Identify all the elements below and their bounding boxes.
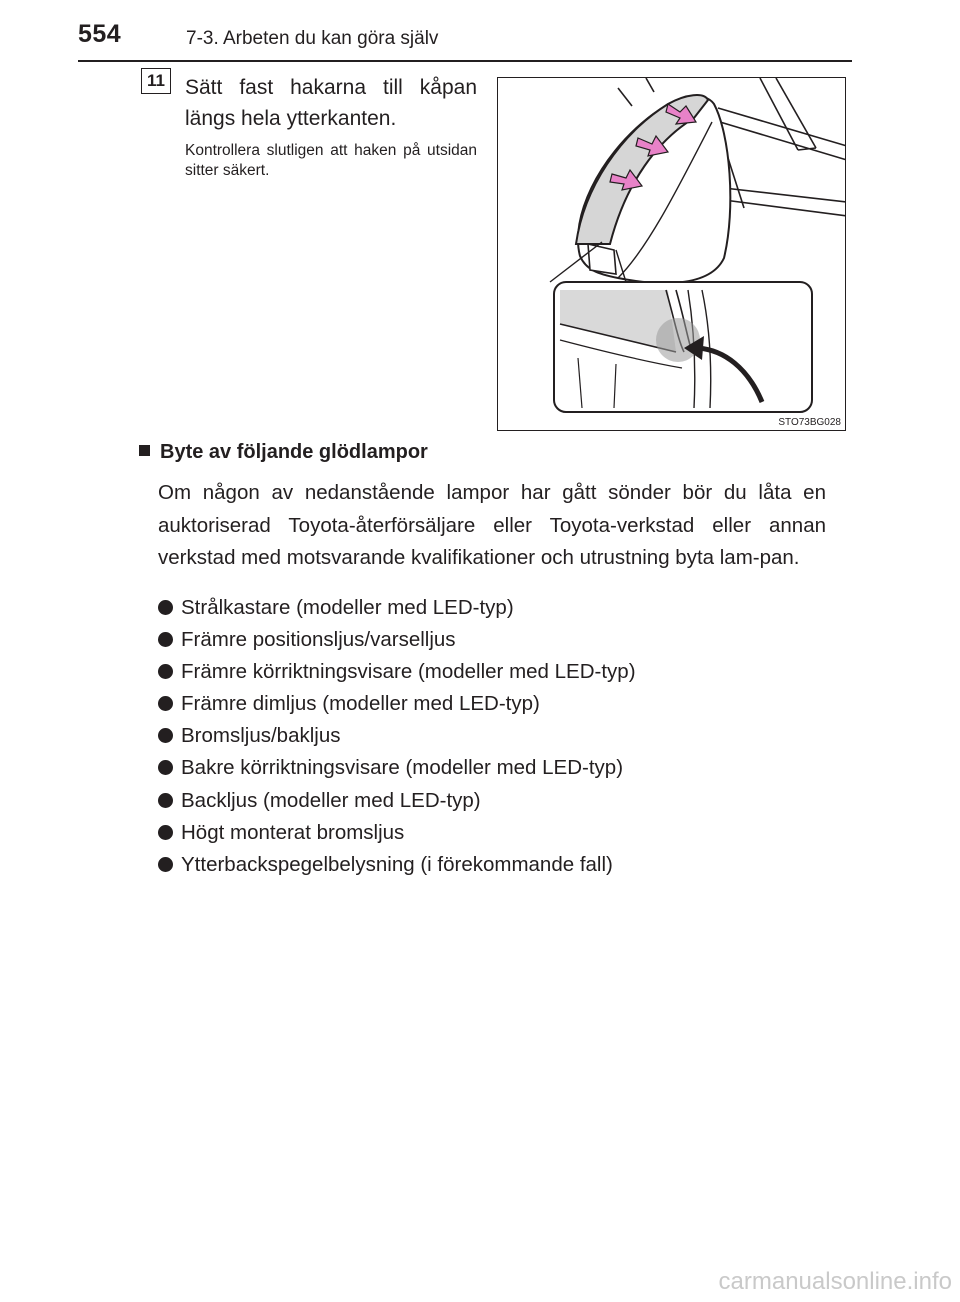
bullet-icon	[158, 728, 173, 743]
step-number-badge: 11	[141, 68, 171, 94]
bullet-icon	[158, 600, 173, 615]
section-heading	[139, 441, 428, 464]
bullet-icon	[158, 632, 173, 647]
figure-code: STO73BG028	[778, 417, 841, 428]
lamp-list	[158, 592, 636, 881]
mirror-cover-illustration	[497, 77, 846, 431]
list-item: Ytterbackspegelbelysning (i förekommande fall)	[158, 849, 636, 881]
bullet-icon	[158, 857, 173, 872]
list-item: Bromsljus/bakljus	[158, 720, 636, 752]
list-item: Bakre körriktningsvisare (modeller med LED-typ)	[158, 752, 636, 784]
list-item: Främre dimljus (modeller med LED-typ)	[158, 688, 636, 720]
step-note: Kontrollera slutligen att haken på utsidan sitter säkert.	[185, 142, 477, 179]
list-item: Främre positionsljus/varselljus	[158, 624, 636, 656]
list-item: Högt monterat bromsljus	[158, 817, 636, 849]
list-item: Backljus (modeller med LED-typ)	[158, 785, 636, 817]
list-item: Strålkastare (modeller med LED-typ)	[158, 592, 636, 624]
section-title: 7-3. Arbeten du kan göra själv	[186, 28, 439, 49]
list-item: Främre körriktningsvisare (modeller med LED-typ)	[158, 656, 636, 688]
page-number: 554	[78, 20, 122, 48]
watermark: carmanualsonline.info	[718, 1268, 952, 1295]
intro-paragraph: Om någon av nedanstående lampor har gått sönder bör du låta en auktoriserad Toyota-återförsäljare eller Toyota-verkstad eller annan verkstad med motsvarande kvalifikationer och utrustning byta lam-pan.	[158, 481, 826, 569]
bullet-icon	[158, 696, 173, 711]
bullet-icon	[158, 664, 173, 679]
header-rule	[78, 60, 852, 62]
step-instruction: Sätt fast hakarna till kåpan längs hela ytterkanten.	[185, 76, 477, 130]
bullet-icon	[158, 760, 173, 775]
bullet-icon	[158, 793, 173, 808]
heading-marker	[139, 445, 150, 456]
bullet-icon	[158, 825, 173, 840]
section-heading-text: Byte av följande glödlampor	[160, 441, 428, 463]
